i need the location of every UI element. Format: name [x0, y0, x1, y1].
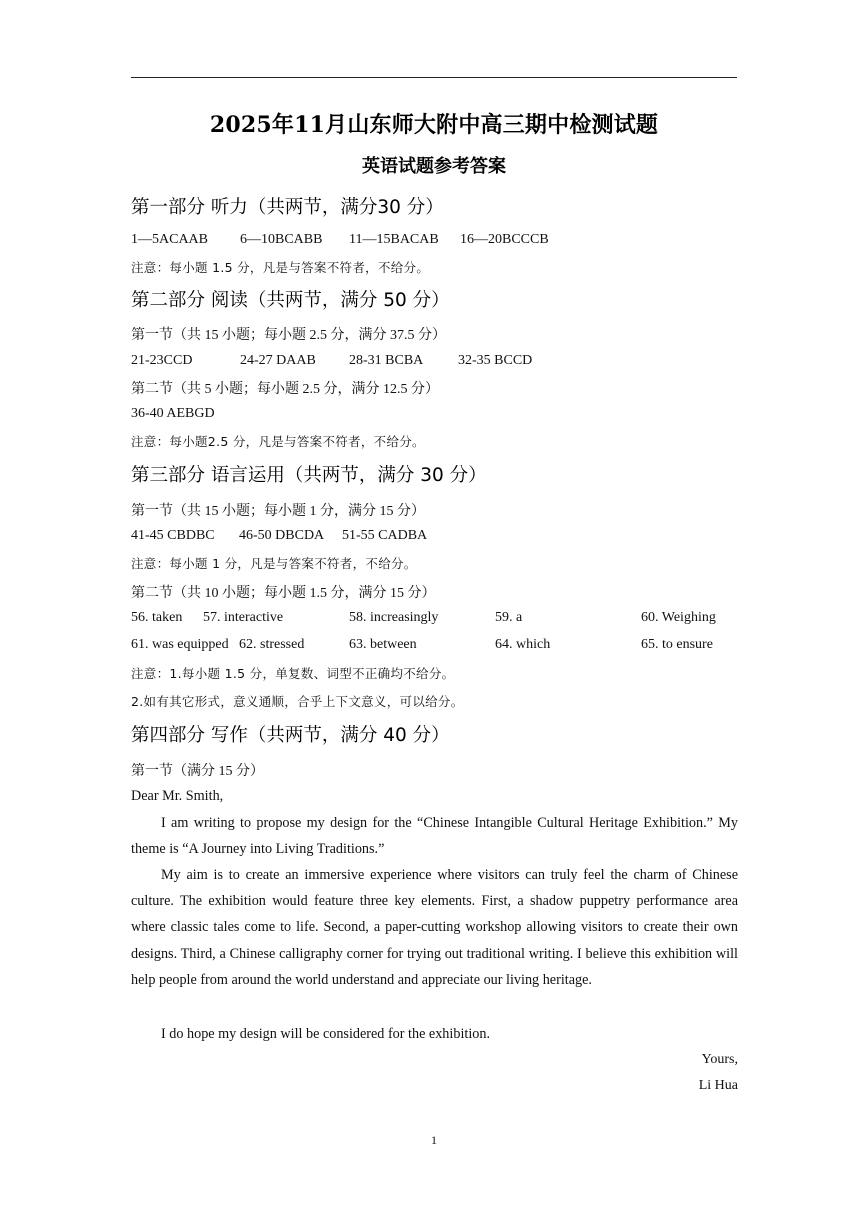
part3-answer: 51-55 CADBA	[342, 528, 428, 543]
grammar-answer: 65. to ensure	[641, 637, 713, 652]
letter-closing: Yours,	[701, 1052, 738, 1067]
part2-heading: 第二部分 阅读（共两节，满分 50 分）	[131, 290, 450, 311]
letter-paragraph: I am writing to propose my design for the “Chinese Intangible Cultural Heritage Exhibition.” My theme is “A Journey into Living Traditions.”	[131, 815, 738, 858]
part3-grammar-note: 注意：1.每小题 1.5 分，单复数、词型不正确均不给分。	[131, 666, 455, 681]
part4-section1-label: 第一节（满分 15 分）	[131, 764, 264, 779]
part4-heading: 第四部分 写作（共两节，满分 40 分）	[131, 725, 450, 746]
part1-answer: 16—20BCCCB	[460, 232, 549, 247]
part2-answer: 28-31 BCBA	[349, 353, 424, 368]
part2-section2-label: 第二节（共 5 小题；每小题 2.5 分，满分 12.5 分）	[131, 382, 439, 397]
part1-answer: 1—5ACAAB	[131, 232, 209, 247]
part3-grammar-note-2: 2.如有其它形式，意义通顺，合乎上下文意义，可以给分。	[131, 694, 464, 709]
part2-note: 注意：每小题2.5 分，凡是与答案不符者，不给分。	[131, 434, 425, 449]
letter-paragraph: I do hope my design will be considered for the exhibition.	[161, 1026, 491, 1042]
grammar-answer: 64. which	[495, 637, 551, 652]
grammar-answer: 58. increasingly	[349, 610, 439, 625]
part3-answer: 41-45 CBDBC	[131, 528, 215, 543]
header-rule	[131, 77, 737, 78]
grammar-answer: 59. a	[495, 610, 523, 625]
part3-section2-label: 第二节（共 10 小题；每小题 1.5 分，满分 15 分）	[131, 586, 436, 601]
page-subtitle: 英语试题参考答案	[362, 156, 506, 177]
letter-paragraph: My aim is to create an immersive experience where visitors can truly feel the charm of Chinese culture. The exhibition would feature three key elements. First, a shadow puppetry performance area where classic tales come to life. Second, a paper-cutting workshop allowing visitors to create their own designs. Third, a Chinese calligraphy corner for trying out traditional writing. I believe this exhibition will help people from around the world understand and appreciate our living heritage.	[131, 867, 738, 988]
grammar-answer: 57. interactive	[203, 610, 284, 625]
part1-note: 注意：每小题 1.5 分，凡是与答案不符者，不给分。	[131, 260, 430, 275]
part1-heading: 第一部分 听力（共两节，满分30 分）	[131, 197, 444, 218]
grammar-answer: 62. stressed	[239, 637, 305, 652]
page-title: 2025年11月山东师大附中高三期中检测试题	[209, 112, 659, 138]
part3-note: 注意：每小题 1 分，凡是与答案不符者，不给分。	[131, 556, 417, 571]
part2-section2-answers: 36-40 AEBGD	[131, 406, 215, 421]
part2-answer: 24-27 DAAB	[240, 353, 316, 368]
part3-answer: 46-50 DBCDA	[239, 528, 325, 543]
part2-section1-label: 第一节（共 15 小题；每小题 2.5 分，满分 37.5 分）	[131, 328, 446, 343]
grammar-answer: 61. was equipped	[131, 637, 229, 652]
grammar-answer: 56. taken	[131, 610, 183, 625]
part1-answer: 11—15BACAB	[349, 232, 439, 247]
letter-signature: Li Hua	[698, 1078, 738, 1093]
part3-section1-label: 第一节（共 15 小题；每小题 1 分，满分 15 分）	[131, 504, 425, 519]
page-number: 1	[431, 1133, 437, 1147]
part3-heading: 第三部分 语言运用（共两节，满分 30 分）	[131, 465, 487, 486]
grammar-answer: 63. between	[349, 637, 417, 652]
grammar-answer: 60. Weighing	[641, 610, 716, 625]
part2-answer: 21-23CCD	[131, 353, 193, 368]
part1-answer: 6—10BCABB	[240, 232, 323, 247]
letter-salutation: Dear Mr. Smith,	[131, 788, 224, 804]
part2-answer: 32-35 BCCD	[458, 353, 533, 368]
